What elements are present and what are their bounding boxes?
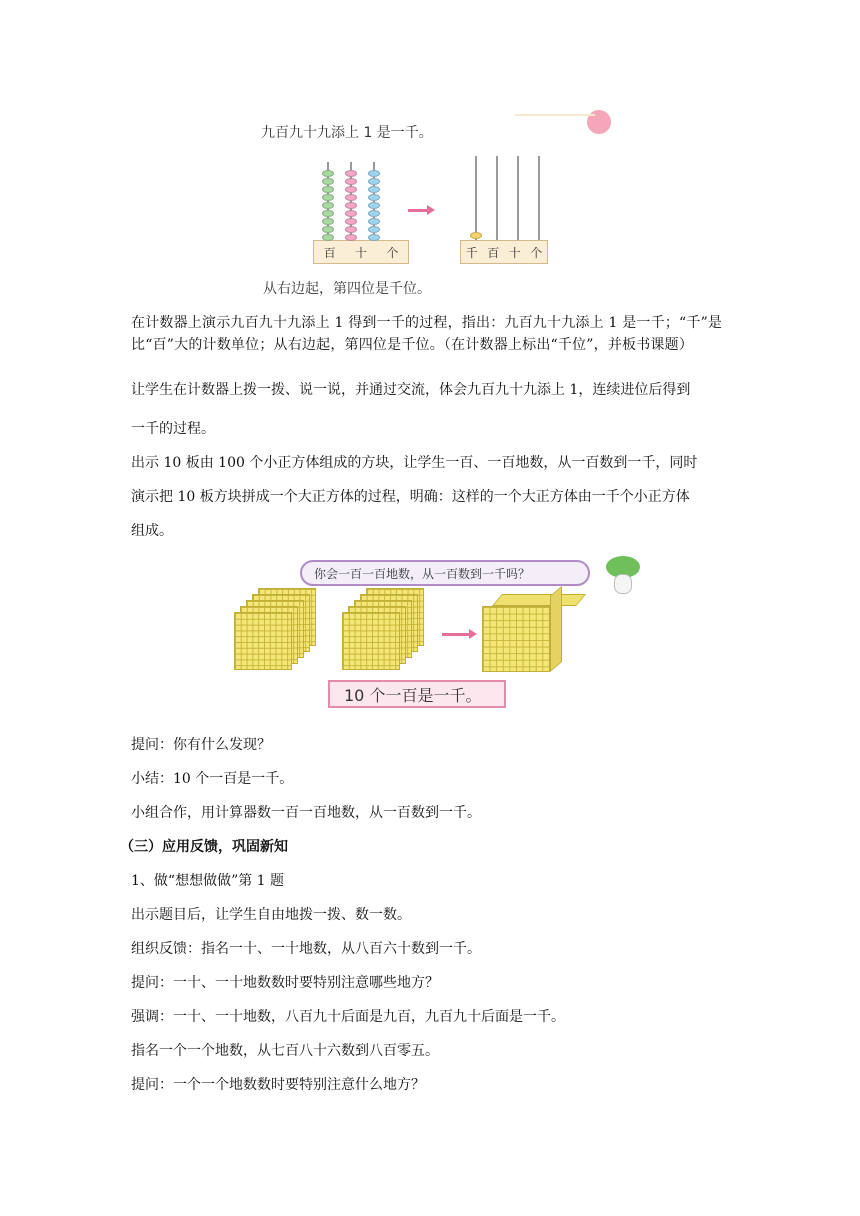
- abacus-bead: [368, 186, 380, 193]
- abacus-bead: [345, 170, 357, 177]
- abacus-bead: [322, 226, 334, 233]
- place-label: 个: [386, 245, 399, 260]
- plant-character-icon: [600, 554, 646, 598]
- place-label: 百: [323, 245, 336, 260]
- abacus-left: [313, 156, 413, 266]
- place-label: 个: [530, 245, 543, 260]
- cube-front: [482, 606, 550, 672]
- abacus-bead: [345, 210, 357, 217]
- paragraph-line: 小结：10 个一百是一千。: [131, 771, 294, 787]
- abacus-bead: [345, 178, 357, 185]
- abacus-bead: [368, 194, 380, 201]
- abacus-bead: [322, 218, 334, 225]
- abacus-figure: [255, 108, 615, 298]
- paragraph-line: 组成。: [131, 523, 173, 539]
- paragraph-line: 强调：一十、一十地数，八百九十后面是九百，九百九十后面是一千。: [131, 1009, 565, 1025]
- abacus-bead: [322, 234, 334, 241]
- abacus-bead: [345, 202, 357, 209]
- paragraph-line: 提问：你有什么发现？: [131, 737, 271, 753]
- abacus-bead: [345, 226, 357, 233]
- place-label: 十: [354, 245, 367, 260]
- hundred-plates-stack-left: [228, 588, 338, 674]
- figure-caption-top: 九百九十九添上 1 是一千。: [261, 125, 433, 141]
- abacus-rod-thousands: [475, 156, 477, 240]
- abacus-bead: [322, 170, 334, 177]
- abacus-rod-ones: [538, 156, 540, 240]
- abacus-bead: [322, 186, 334, 193]
- hundred-plates-stack-right: [336, 588, 446, 674]
- abacus-bead: [322, 178, 334, 185]
- paragraph-line: 提问：一十、一十地数数时要特别注意哪些地方？: [131, 975, 439, 991]
- blocks-figure: [228, 552, 648, 712]
- abacus-bead: [470, 232, 482, 239]
- arrow-icon: [442, 633, 470, 636]
- cube-top: [492, 594, 586, 606]
- abacus-right-plate: [460, 240, 548, 264]
- cube-side: [550, 586, 562, 672]
- abacus-bead: [368, 170, 380, 177]
- abacus-left-plate: [313, 240, 409, 264]
- place-label: 百: [487, 245, 500, 260]
- abacus-rod-hundreds: [496, 156, 498, 240]
- abacus-bead: [368, 202, 380, 209]
- caption-underline: [515, 114, 595, 116]
- section-heading: （三）应用反馈，巩固新知: [120, 839, 288, 855]
- paragraph-line: 提问：一个一个地数数时要特别注意什么地方？: [131, 1077, 425, 1093]
- abacus-bead: [322, 210, 334, 217]
- arrow-icon: [408, 209, 428, 212]
- hundred-plate: [342, 612, 400, 670]
- speech-bubble: 你会一百一百地数，从一百数到一千吗？: [300, 560, 590, 586]
- thousand-cube: [482, 594, 578, 674]
- paragraph-line: 组织反馈：指名一十、一十地数，从八百六十数到一千。: [131, 941, 481, 957]
- paragraph-line: 出示 10 板由 100 个小正方体组成的方块，让学生一百、一百地数，从一百数到一千，同时: [131, 455, 698, 471]
- hundred-plate: [234, 612, 292, 670]
- abacus-right: [460, 156, 550, 266]
- abacus-bead: [345, 234, 357, 241]
- abacus-bead: [345, 218, 357, 225]
- paragraph-line: 出示题目后，让学生自由地拨一拨、数一数。: [131, 907, 411, 923]
- abacus-bead: [368, 234, 380, 241]
- abacus-bead: [368, 178, 380, 185]
- paragraph-demo: 在计数器上演示九百九十九添上 1 得到一千的过程，指出：九百九十九添上 1 是一千；“千”是比“百”大的计数单位；从右边起，第四位是千位。（在计数器上标出“千位”，并板书课题）: [131, 315, 723, 353]
- place-label: 十: [508, 245, 521, 260]
- paragraph-line: 一千的过程。: [131, 421, 215, 437]
- paragraph-line: 小组合作，用计算器数一百一百地数，从一百数到一千。: [131, 805, 481, 821]
- place-label: 千: [465, 245, 478, 260]
- paragraph-line: 让学生在计数器上拨一拨、说一说，并通过交流，体会九百九十九添上 1，连续进位后得到: [131, 382, 691, 398]
- paragraph-line: 演示把 10 板方块拼成一个大正方体的过程，明确：这样的一个大正方体由一千个小正方体: [131, 489, 690, 505]
- abacus-bead: [368, 226, 380, 233]
- abacus-bead: [345, 186, 357, 193]
- paragraph-line: 1、做“想想做做”第 1 题: [131, 873, 285, 889]
- abacus-bead: [368, 210, 380, 217]
- result-label: 10 个一百是一千。: [328, 680, 506, 708]
- abacus-bead: [368, 218, 380, 225]
- abacus-rod-tens: [517, 156, 519, 240]
- abacus-bead: [322, 194, 334, 201]
- figure-caption-bottom: 从右边起，第四位是千位。: [263, 281, 431, 297]
- paragraph-line: 指名一个一个地数，从七百八十六数到八百零五。: [131, 1043, 439, 1059]
- abacus-bead: [322, 202, 334, 209]
- abacus-bead: [345, 194, 357, 201]
